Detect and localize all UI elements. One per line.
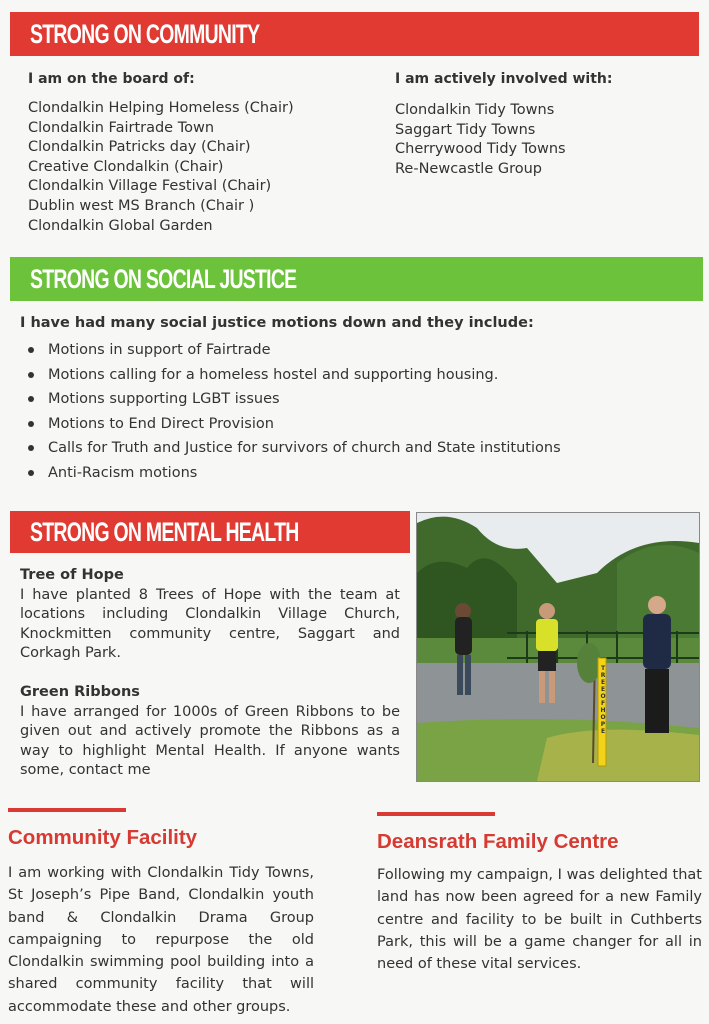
involved-item: Cherrywood Tidy Towns — [395, 141, 566, 158]
social-justice-banner-title: STRONG ON SOCIAL JUSTICE — [30, 263, 297, 294]
tree-of-hope-title: Tree of Hope — [20, 567, 124, 583]
mental-health-banner — [10, 511, 410, 553]
community-facility-text: I am working with Clondalkin Tidy Towns, St Joseph’s Pipe Band, Clondalkin youth band & Clondalkin Drama Group campaigning to repurpose the old Clondalkin swimming pool building into a shared community facility that will accommodate these and other groups. — [8, 865, 314, 1015]
list-item: Motions supporting LGBT issues — [28, 387, 561, 412]
green-ribbons-text: I have arranged for 1000s of Green Ribbons to be given out and actively promote the Ribbons as a way to highlight Mental Health. If anyone wants some, contact me — [20, 703, 400, 778]
social-justice-intro: I have had many social justice motions down and they include: — [20, 315, 534, 331]
tree-of-hope-block — [20, 566, 400, 664]
mental-health-banner-title: STRONG ON MENTAL HEALTH — [30, 516, 299, 547]
list-item: Calls for Truth and Justice for survivors of church and State institutions — [28, 436, 561, 461]
involved-list — [395, 101, 566, 179]
bullet-icon — [28, 347, 34, 353]
deansrath-rule — [377, 812, 495, 816]
tree-of-hope-sign: TREE OF HOPE — [600, 665, 606, 735]
community-facility-rule — [8, 808, 126, 812]
tree-of-hope-text: I have planted 8 Trees of Hope with the team at locations including Clondalkin Village Church, Knockmitten community centre, Saggart and Corkagh Park. — [20, 586, 400, 661]
board-item: Creative Clondalkin (Chair) — [28, 158, 224, 175]
bullet-icon — [28, 470, 34, 476]
board-list — [28, 99, 294, 236]
board-item: Clondalkin Global Garden — [28, 217, 213, 234]
involved-item: Saggart Tidy Towns — [395, 121, 536, 138]
community-banner — [10, 12, 699, 56]
board-item: Dublin west MS Branch (Chair ) — [28, 197, 255, 214]
community-facility-title: Community Facility — [8, 826, 198, 849]
bullet-icon — [28, 372, 34, 378]
social-justice-banner — [10, 257, 703, 301]
bullet-icon — [28, 445, 34, 451]
involved-heading: I am actively involved with: — [395, 71, 613, 87]
list-item: Anti-Racism motions — [28, 461, 561, 486]
list-item: Motions calling for a homeless hostel and supporting housing. — [28, 363, 561, 388]
list-item: Motions in support of Fairtrade — [28, 338, 561, 363]
board-heading: I am on the board of: — [28, 71, 195, 87]
involved-item: Clondalkin Tidy Towns — [395, 102, 555, 118]
green-ribbons-title: Green Ribbons — [20, 684, 140, 700]
green-ribbons-block — [20, 683, 400, 781]
bullet-icon — [28, 421, 34, 427]
deansrath-title: Deansrath Family Centre — [377, 830, 619, 853]
board-item: Clondalkin Patricks day (Chair) — [28, 139, 251, 156]
board-item: Clondalkin Fairtrade Town — [28, 119, 215, 136]
involved-item: Re-Newcastle Group — [395, 160, 543, 177]
board-item: Clondalkin Helping Homeless (Chair) — [28, 100, 294, 116]
community-banner-title: STRONG ON COMMUNITY — [30, 18, 260, 49]
social-justice-list — [28, 338, 561, 485]
tree-of-hope-photo — [416, 512, 700, 782]
deansrath-text: Following my campaign, I was delighted that land has now been agreed for a new Family centre and facility to be built in Cuthberts Park, this will be a game changer for all in need of these vital services. — [377, 867, 702, 973]
bullet-icon — [28, 396, 34, 402]
board-item: Clondalkin Village Festival (Chair) — [28, 178, 272, 195]
list-item: Motions to End Direct Provision — [28, 412, 561, 437]
